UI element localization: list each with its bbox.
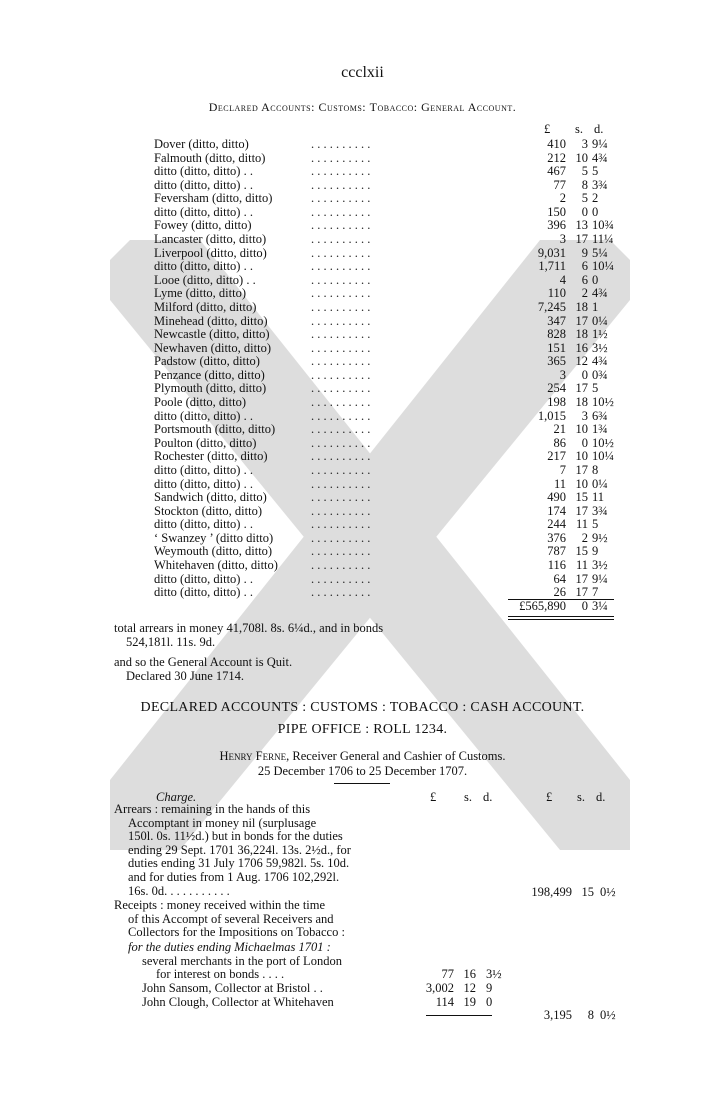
entry-pounds: 4 [559,272,566,287]
entry-leader-dots: . . . . . . . . . . [311,232,371,247]
entry-shillings: 17 [575,313,588,328]
arrears-line-1: total arrears in money 41,708l. 8s. 6¼d., and in bonds [114,621,384,635]
entry-leader-dots: . . . . . . . . . . [311,449,371,464]
entry-pence: 0¾ [592,367,608,382]
clough-shillings: 19 [463,995,476,1009]
entry-shillings: 6 [581,272,588,287]
entry-pence: 11¼ [592,232,614,247]
entry-shillings: 0 [581,435,588,450]
entry-row [0,545,725,559]
sansom-pence: 9 [486,981,493,995]
merchants-shillings: 16 [463,967,476,981]
entry-row [0,206,725,220]
entry-pence: 5 [592,517,599,532]
total-double-rule-2 [508,619,614,620]
entry-shillings: 3 [581,137,588,151]
entry-pounds: 828 [547,327,566,342]
entry-pence: 8 [592,462,599,477]
entry-place: Sandwich (ditto, ditto) [154,490,267,505]
entry-pounds: 174 [547,503,566,518]
entry-place: Feversham (ditto, ditto) [154,191,273,206]
entry-pounds: 787 [547,544,566,559]
heading-part-tobacco: Tobacco [369,100,414,114]
entry-place: ditto (ditto, ditto) . . [154,204,253,219]
charge-shillings-header-2: s. [577,790,585,804]
arrears-para-line: Arrears : remaining in the hands of this [114,802,311,816]
entry-pounds: 490 [547,490,566,505]
merchants-pounds: 77 [441,967,454,981]
entry-row [0,233,725,247]
entry-place: ditto (ditto, ditto) . . [154,476,253,491]
entry-shillings: 5 [581,191,588,206]
entry-leader-dots: . . . . . . . . . . [311,313,371,328]
charge-pence-header-2: d. [596,790,606,804]
entry-row [0,152,725,166]
heading-part-general-account: General Account. [421,100,517,114]
charge-pence-header-1: d. [483,790,493,804]
entry-row [0,382,725,396]
entry-pounds: 244 [547,517,566,532]
entry-pounds: 396 [547,218,566,233]
entry-pence: 9 [592,544,599,559]
entry-leader-dots: . . . . . . . . . . [311,286,371,301]
clough-pence: 0 [486,995,493,1009]
michaelmas-line: for the duties ending Michaelmas 1701 : [128,940,331,954]
entry-row [0,355,725,369]
entry-pence: 3¾ [592,503,608,518]
entry-row [0,219,725,233]
entry-leader-dots: . . . . . . . . . . [311,177,371,192]
entry-shillings: 18 [575,327,588,342]
arrears-para-line: duties ending 31 July 1706 59,982l. 5s. 10d. [128,856,350,871]
pipe-office-title: PIPE OFFICE : ROLL 1234. [277,722,448,737]
entry-shillings: 17 [575,571,588,586]
entry-shillings: 17 [575,232,588,247]
entry-shillings: 13 [575,218,588,233]
entry-shillings: 6 [581,259,588,274]
entry-place: Newcastle (ditto, ditto) [154,327,270,342]
entry-place: ditto (ditto, ditto) . . [154,517,253,532]
entry-pence: 1¾ [592,422,608,437]
arrears-total-shillings: 15 [581,885,594,899]
entry-pence: 9¼ [592,571,608,586]
entry-place: ditto (ditto, ditto) . . [154,177,253,192]
entry-place: Milford (ditto, ditto) [154,299,257,314]
entry-pounds: 3 [559,232,566,247]
entry-leader-dots: . . . . . . . . . . [311,517,371,532]
entry-pounds: 9,031 [537,245,566,260]
shillings-header: s. [575,122,583,136]
entry-pounds: 2 [559,191,566,206]
entry-leader-dots: . . . . . . . . . . [311,585,371,600]
entry-place: Minehead (ditto, ditto) [154,313,268,328]
entry-leader-dots: . . . . . . . . . . [311,259,371,274]
entry-place: ‘ Swanzey ’ (ditto ditto) [154,530,274,545]
entry-place: Whitehaven (ditto, ditto) [154,557,278,572]
entry-shillings: 5 [581,164,588,179]
receipts-para-line: of this Accompt of several Receivers and [128,911,334,926]
entry-leader-dots: . . . . . . . . . . [311,462,371,477]
entry-pounds: 151 [547,340,566,355]
entry-pounds: 110 [547,286,566,301]
entry-row [0,437,725,451]
receipts-para-line: Receipts : money received within the time [114,898,326,912]
entry-row [0,410,725,424]
entry-pence: 5¼ [592,245,608,260]
charge-pounds-header-2: £ [546,790,553,804]
entry-leader-dots: . . . . . . . . . . [311,490,371,505]
entry-leader-dots: . . . . . . . . . . [311,218,371,233]
page-number: ccclxii [341,64,384,81]
entry-row [0,260,725,274]
clough-line: John Clough, Collector at Whitehaven [142,995,334,1009]
entry-pounds: 86 [553,435,566,450]
entry-place: Poole (ditto, ditto) [154,395,247,410]
entry-pence: 0¼ [592,476,608,491]
entry-leader-dots: . . . . . . . . . . [311,354,371,369]
arrears-para-line: and for duties from 1 Aug. 1706 102,292l. [128,869,340,884]
entry-pounds: 212 [547,150,566,165]
entry-place: Portsmouth (ditto, ditto) [154,422,276,437]
pounds-header: £ [544,122,551,136]
entry-pounds: 467 [547,164,566,179]
entry-place: Looe (ditto, ditto) . . [154,272,256,287]
entry-pounds: 365 [547,354,566,369]
entry-place: Poulton (ditto, ditto) [154,435,257,450]
entry-leader-dots: . . . . . . . . . . [311,422,371,437]
entry-shillings: 12 [575,354,588,369]
entry-place: Liverpool (ditto, ditto) [154,245,267,260]
entry-leader-dots: . . . . . . . . . . [311,164,371,179]
heading-part-customs: Customs [318,100,363,114]
pence-header: d. [594,122,604,136]
entry-shillings: 16 [575,340,588,355]
entry-place: ditto (ditto, ditto) . . [154,164,253,179]
entry-leader-dots: . . . . . . . . . . [311,340,371,355]
entry-pence: 3½ [592,340,608,355]
entry-pounds: 7 [559,462,566,477]
arrears-para-line: 150l. 0s. 11½d.) but in bonds for the duties [128,829,343,844]
entry-shillings: 15 [575,544,588,559]
entry-shillings: 18 [575,395,588,410]
entry-shillings: 10 [575,476,588,491]
entry-shillings: 9 [581,245,588,260]
entry-pounds: 1,711 [538,259,566,274]
entry-place: Padstow (ditto, ditto) [154,354,260,369]
section-heading: Declared Accounts: Customs: Tobacco: General Account. [208,100,517,114]
entry-place: Lyme (ditto, ditto) [154,286,247,301]
entry-row [0,491,725,505]
receiver-name: Henry Ferne [219,749,287,763]
receipts-total-pounds: 3,195 [543,1008,572,1022]
arrears-total-pounds: 198,499 [531,885,572,899]
total-pounds: £565,890 [519,599,566,613]
entry-pounds: 217 [547,449,566,464]
entry-shillings: 17 [575,503,588,518]
total-shillings: 0 [581,599,588,613]
sansom-line: John Sansom, Collector at Bristol . . [142,981,323,995]
entry-row [0,505,725,519]
arrears-total-pence: 0½ [600,885,616,899]
entry-leader-dots: . . . . . . . . . . [311,503,371,518]
entry-pence: 9¼ [592,137,608,151]
entry-pence: 4¾ [592,150,608,165]
entry-pence: 4¾ [592,286,608,301]
entry-shillings: 11 [575,557,588,572]
entry-pence: 4¾ [592,354,608,369]
sansom-shillings: 12 [463,981,476,995]
entry-pounds: 198 [547,395,566,410]
receipts-paragraph [114,899,345,940]
entry-pounds: 376 [547,530,566,545]
entry-pence: 2 [592,191,599,206]
entry-pence: 5 [592,381,599,396]
entry-row [0,450,725,464]
arrears-paragraph [114,803,351,898]
entry-place: Lancaster (ditto, ditto) [154,232,267,247]
entry-shillings: 17 [575,381,588,396]
entry-leader-dots: . . . . . . . . . . [311,435,371,450]
entry-pence: 3¾ [592,177,608,192]
entry-pence: 10¼ [592,259,614,274]
entry-shillings: 2 [581,286,588,301]
entry-pence: 10¾ [592,218,614,233]
entry-row [0,328,725,342]
entry-pounds: 26 [553,585,566,600]
receipts-total-shillings: 8 [587,1008,594,1022]
entry-shillings: 2 [581,530,588,545]
entry-leader-dots: . . . . . . . . . . [311,150,371,165]
entry-row [0,586,725,600]
entry-row [0,478,725,492]
entry-shillings: 10 [575,422,588,437]
total-pence: 3¼ [592,599,608,613]
arrears-para-line: ending 29 Sept. 1701 36,224l. 13s. 2½d., for [128,842,351,857]
entry-pounds: 347 [547,313,566,328]
entry-place: ditto (ditto, ditto) . . [154,571,253,586]
entry-leader-dots: . . . . . . . . . . [311,395,371,410]
entry-row [0,464,725,478]
entry-row [0,369,725,383]
charge-pounds-header-1: £ [430,790,437,804]
entry-leader-dots: . . . . . . . . . . [311,245,371,260]
entry-pounds: 1,015 [537,408,566,423]
entry-pounds: 77 [553,177,566,192]
entry-row [0,287,725,301]
entry-shillings: 0 [581,204,588,219]
entry-row [0,315,725,329]
sansom-pounds: 3,002 [425,981,454,995]
entry-row [0,396,725,410]
entry-row [0,192,725,206]
arrears-para-line: Accomptant in money nil (surplusage [128,815,317,830]
entry-leader-dots: . . . . . . . . . . [311,530,371,545]
entry-pounds: 410 [547,137,566,151]
entry-leader-dots: . . . . . . . . . . [311,137,371,151]
entry-place: Falmouth (ditto, ditto) [154,150,266,165]
entry-shillings: 11 [575,517,588,532]
receipts-para-line: Collectors for the Impositions on Tobacco : [128,925,345,940]
total-double-rule-1 [508,616,614,617]
entry-pence: 0¼ [592,313,608,328]
entry-place: Weymouth (ditto, ditto) [154,544,273,559]
entry-pence: 10½ [592,395,614,410]
entry-pounds: 11 [553,476,566,491]
entry-row [0,138,725,152]
cash-account-title: DECLARED ACCOUNTS : CUSTOMS : TOBACCO : CASH ACCOUNT. [140,700,585,715]
entry-row [0,342,725,356]
entry-leader-dots: . . . . . . . . . . [311,272,371,287]
entry-pounds: 254 [547,381,566,396]
entry-leader-dots: . . . . . . . . . . [311,299,371,314]
entry-leader-dots: . . . . . . . . . . [311,476,371,491]
entry-place: ditto (ditto, ditto) . . [154,462,253,477]
period-line: 25 December 1706 to 25 December 1707. [257,764,468,778]
arrears-para-line: 16s. 0d. . . . . . . . . . . [128,883,230,898]
entry-place: ditto (ditto, ditto) . . [154,408,253,423]
entry-pence: 0 [592,272,599,287]
entry-place: ditto (ditto, ditto) . . [154,585,253,600]
arrears-line-2: 524,181l. 11s. 9d. [126,635,216,649]
period-rule [334,783,390,784]
entry-place: ditto (ditto, ditto) . . [154,259,253,274]
entry-shillings: 10 [575,150,588,165]
entry-row [0,274,725,288]
entry-leader-dots: . . . . . . . . . . [311,367,371,382]
total-row [0,600,725,614]
entry-pence: 10½ [592,435,614,450]
entry-shillings: 0 [581,367,588,382]
entry-pounds: 21 [553,422,566,437]
entry-row [0,573,725,587]
receiver-line [0,749,725,764]
entry-place: Fowey (ditto, ditto) [154,218,252,233]
entry-place: Stockton (ditto, ditto) [154,503,262,518]
entry-place: Dover (ditto, ditto) [154,137,249,151]
entry-row [0,301,725,315]
entry-pence: 7 [592,585,599,600]
entry-row [0,518,725,532]
entry-leader-dots: . . . . . . . . . . [311,408,371,423]
entry-place: Newhaven (ditto, ditto) [154,340,271,355]
entry-pence: 6¾ [592,408,608,423]
heading-part-declared-accounts: Declared Accounts [208,100,312,114]
entry-shillings: 10 [575,449,588,464]
entry-pence: 1½ [592,327,608,342]
entry-row [0,165,725,179]
quit-line-1: and so the General Account is Quit. [114,655,293,669]
charge-shillings-header-1: s. [464,790,472,804]
entry-leader-dots: . . . . . . . . . . [311,544,371,559]
entry-pounds: 116 [547,557,566,572]
clough-pounds: 114 [435,995,454,1009]
entry-shillings: 17 [575,585,588,600]
quit-line-2: Declared 30 June 1714. [126,669,245,683]
receipts-total-pence: 0½ [600,1008,616,1022]
entry-pence: 3½ [592,557,608,572]
merchants-line-2: for interest on bonds . . . . [156,967,285,981]
entry-leader-dots: . . . . . . . . . . [311,571,371,586]
entry-shillings: 17 [575,462,588,477]
entry-pounds: 3 [559,367,566,382]
entry-leader-dots: . . . . . . . . . . [311,557,371,572]
entry-leader-dots: . . . . . . . . . . [311,191,371,206]
entry-shillings: 18 [575,299,588,314]
entry-pence: 0 [592,204,599,219]
entry-place: Rochester (ditto, ditto) [154,449,268,464]
entry-row [0,423,725,437]
entry-pence: 1 [592,299,599,314]
entry-pounds: 64 [553,571,566,586]
entry-pounds: 7,245 [537,299,566,314]
entry-shillings: 15 [575,490,588,505]
entry-leader-dots: . . . . . . . . . . [311,327,371,342]
entry-leader-dots: . . . . . . . . . . [311,381,371,396]
entry-leader-dots: . . . . . . . . . . [311,204,371,219]
entry-pence: 10¼ [592,449,614,464]
entry-row [0,559,725,573]
entry-place: Penzance (ditto, ditto) [154,367,265,382]
receiver-role: , Receiver General and Cashier of Customs. [286,749,506,763]
entry-place: Plymouth (ditto, ditto) [154,381,267,396]
entry-shillings: 3 [581,408,588,423]
entry-shillings: 8 [581,177,588,192]
entry-row [0,247,725,261]
entry-pence: 11 [592,490,605,505]
merchants-line-1: several merchants in the port of London [142,954,342,968]
receipts-rule [426,1015,492,1016]
entry-row [0,179,725,193]
entry-pence: 9½ [592,530,608,545]
charge-label: Charge. [156,790,197,804]
entry-pence: 5 [592,164,599,179]
entry-pounds: 150 [547,204,566,219]
merchants-pence: 3½ [486,967,502,981]
entry-row [0,532,725,546]
